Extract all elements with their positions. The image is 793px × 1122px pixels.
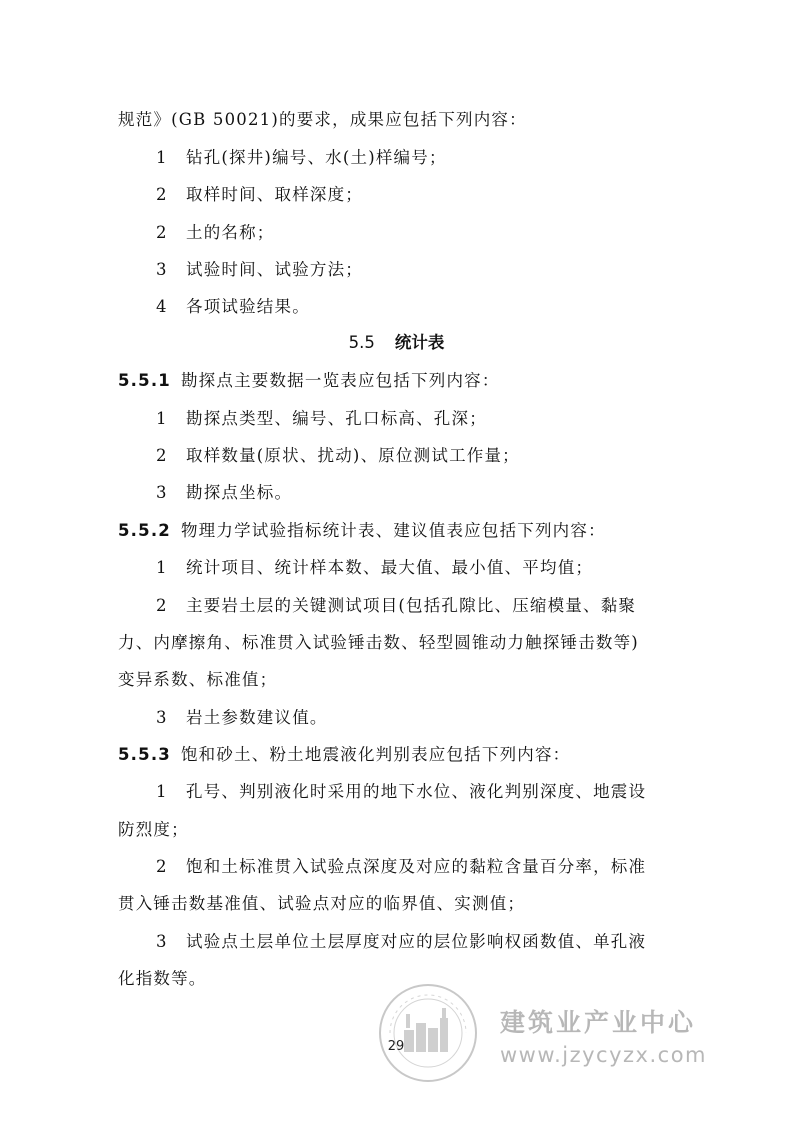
list-item [156, 930, 716, 954]
clause-5-5-3 [118, 743, 678, 767]
list-item [156, 258, 716, 282]
list-item [156, 481, 716, 505]
item-continuation: 力、内摩擦角、标准贯入试验锤击数、轻型圆锥动力触探锤击数等) [118, 633, 639, 652]
item-text: 取样数量(原状、扰动)、原位测试工作量； [186, 446, 520, 465]
list-item [156, 780, 716, 804]
intro-line: 规范》(GB 50021)的要求，成果应包括下列内容： [118, 110, 527, 129]
item-text: 勘探点类型、编号、孔口标高、孔深； [186, 409, 487, 428]
watermark-name: 建筑业产业中心 [500, 1008, 697, 1037]
item-number: 3 [156, 260, 168, 279]
item-text: 各项试验结果。 [186, 297, 310, 316]
item-number: 1 [156, 148, 168, 167]
item-text: 主要岩土层的关键测试项目(包括孔隙比、压缩模量、黏聚 [186, 596, 637, 615]
section-title: 统计表 [394, 333, 445, 352]
item-text: 岩土参数建议值。 [186, 708, 328, 727]
item-text: 饱和土标准贯入试验点深度及对应的黏粒含量百分率，标准 [186, 857, 647, 876]
watermark-url: www.jzycyzx.com [500, 1043, 708, 1067]
page-number: 29 [387, 1039, 405, 1054]
item-number: 1 [156, 782, 168, 801]
clause-text: 饱和砂土、粉土地震液化判别表应包括下列内容： [180, 745, 571, 764]
section-heading [0, 331, 793, 355]
clause-5-5-1 [118, 369, 678, 393]
list-item [156, 295, 716, 319]
item-number: 2 [156, 223, 168, 242]
item-text: 孔号、判别液化时采用的地下水位、液化判别深度、地震设 [186, 782, 647, 801]
item-text: 试验点土层单位土层厚度对应的层位影响权函数值、单孔液 [186, 932, 647, 951]
item-number: 3 [156, 483, 168, 502]
item-text: 勘探点坐标。 [186, 483, 293, 502]
item-continuation: 防烈度； [118, 820, 189, 839]
list-item [156, 221, 716, 245]
item-text: 试验时间、试验方法； [186, 260, 363, 279]
list-item [156, 706, 716, 730]
item-number: 3 [156, 708, 168, 727]
section-number: 5.5 [348, 333, 375, 352]
item-text: 统计项目、统计样本数、最大值、最小值、平均值； [186, 558, 594, 577]
item-number: 2 [156, 857, 168, 876]
list-item [156, 556, 716, 580]
list-item [156, 183, 716, 207]
item-continuation: 贯入锤击数基准值、试验点对应的临界值、实测值； [118, 894, 526, 913]
item-text: 钻孔(探井)编号、水(土)样编号； [186, 148, 447, 167]
clause-text: 物理力学试验指标统计表、建议值表应包括下列内容： [180, 521, 606, 540]
item-number: 2 [156, 596, 168, 615]
list-item [156, 407, 716, 431]
list-item [156, 444, 716, 468]
list-item [156, 146, 716, 170]
clause-number: 5.5.1 [118, 371, 171, 390]
clause-number: 5.5.2 [118, 521, 171, 540]
clause-number: 5.5.3 [118, 745, 171, 764]
item-number: 1 [156, 409, 168, 428]
item-text: 取样时间、取样深度； [186, 185, 363, 204]
item-text: 土的名称； [186, 223, 275, 242]
item-number: 2 [156, 446, 168, 465]
item-number: 2 [156, 185, 168, 204]
clause-5-5-2 [118, 519, 678, 543]
clause-text: 勘探点主要数据一览表应包括下列内容： [180, 371, 500, 390]
item-continuation: 变异系数、标准值； [118, 670, 278, 689]
item-continuation: 化指数等。 [118, 969, 207, 988]
list-item [156, 594, 716, 618]
item-number: 3 [156, 932, 168, 951]
item-number: 1 [156, 558, 168, 577]
item-number: 4 [156, 297, 168, 316]
list-item [156, 855, 716, 879]
